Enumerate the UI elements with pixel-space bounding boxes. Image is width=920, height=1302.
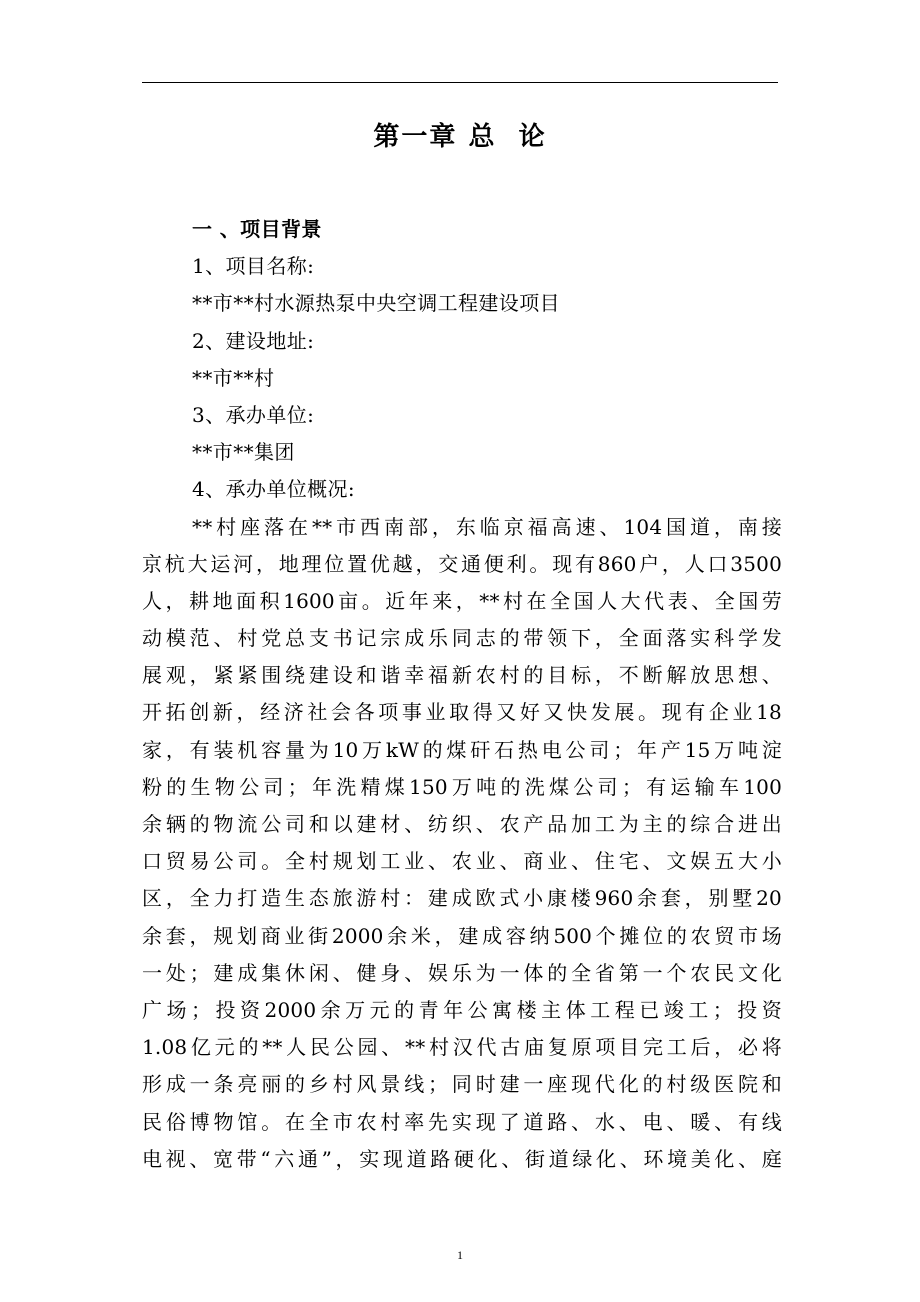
paragraph-line: 电视、宽带“六通”，实现道路硬化、街道绿化、环境美化、庭 [142,1146,782,1171]
document-body [142,211,782,1178]
item-project-name-label: 1、项目名称: [192,254,315,279]
item-address-label: 2、建设地址: [192,328,315,353]
page-number: 1 [457,1248,463,1262]
item-organizer-overview-label: 4、承办单位概况: [192,477,356,502]
section-heading: 一 、项目背景 [192,217,322,241]
paragraph-line: 民俗博物馆。在全市农村率先实现了道路、水、电、暖、有线 [142,1109,782,1134]
item-address-value: **市**村 [192,365,275,390]
paragraph-line: 口贸易公司。全村规划工业、农业、商业、住宅、文娱五大小 [142,849,782,874]
paragraph-line: 京杭大运河，地理位置优越，交通便利。现有860户，人口3500 [142,551,782,576]
chapter-title: 第一章 总 论 [373,122,547,152]
paragraph-line: 区，全力打造生态旅游村：建成欧式小康楼960余套，别墅20 [142,886,782,911]
item-organizer-label: 3、承办单位: [192,402,315,427]
overview-paragraph [142,509,782,1178]
paragraph-line: 余辆的物流公司和以建材、纺织、农产品加工为主的综合进出 [142,812,782,836]
paragraph-line: 1.08亿元的**人民公园、**村汉代古庙复原项目完工后，必将 [142,1035,782,1060]
paragraph-line: 广场；投资2000余万元的青年公寓楼主体工程已竣工；投资 [142,997,782,1022]
paragraph-line: 形成一条亮丽的乡村风景线；同时建一座现代化的村级医院和 [142,1072,782,1097]
paragraph-line: 余套，规划商业街2000余米，建成容纳500个摊位的农贸市场 [142,923,782,948]
paragraph-line: 动模范、村党总支书记宗成乐同志的带领下，全面落实科学发 [142,626,782,651]
paragraph-line: 一处；建成集休闲、健身、娱乐为一体的全省第一个农民文化 [142,960,782,985]
paragraph-line: 开拓创新，经济社会各项事业取得又好又快发展。现有企业18 [142,700,782,725]
paragraph-line: 人，耕地面积1600亩。近年来，**村在全国人大代表、全国劳 [142,588,782,613]
paragraph-line: 粉的生物公司；年洗精煤150万吨的洗煤公司；有运输车100 [142,774,782,799]
paragraph-line: **村座落在**市西南部，东临京福高速、104国道，南接 [192,514,782,539]
item-project-name-value: **市**村水源热泵中央空调工程建设项目 [192,291,560,316]
paragraph-line: 展观，紧紧围绕建设和谐幸福新农村的目标，不断解放思想、 [142,663,782,688]
item-organizer-value: **市**集团 [192,440,295,465]
paragraph-line: 家，有装机容量为10万kW的煤矸石热电公司；年产15万吨淀 [142,737,782,762]
header-rule [142,82,778,83]
